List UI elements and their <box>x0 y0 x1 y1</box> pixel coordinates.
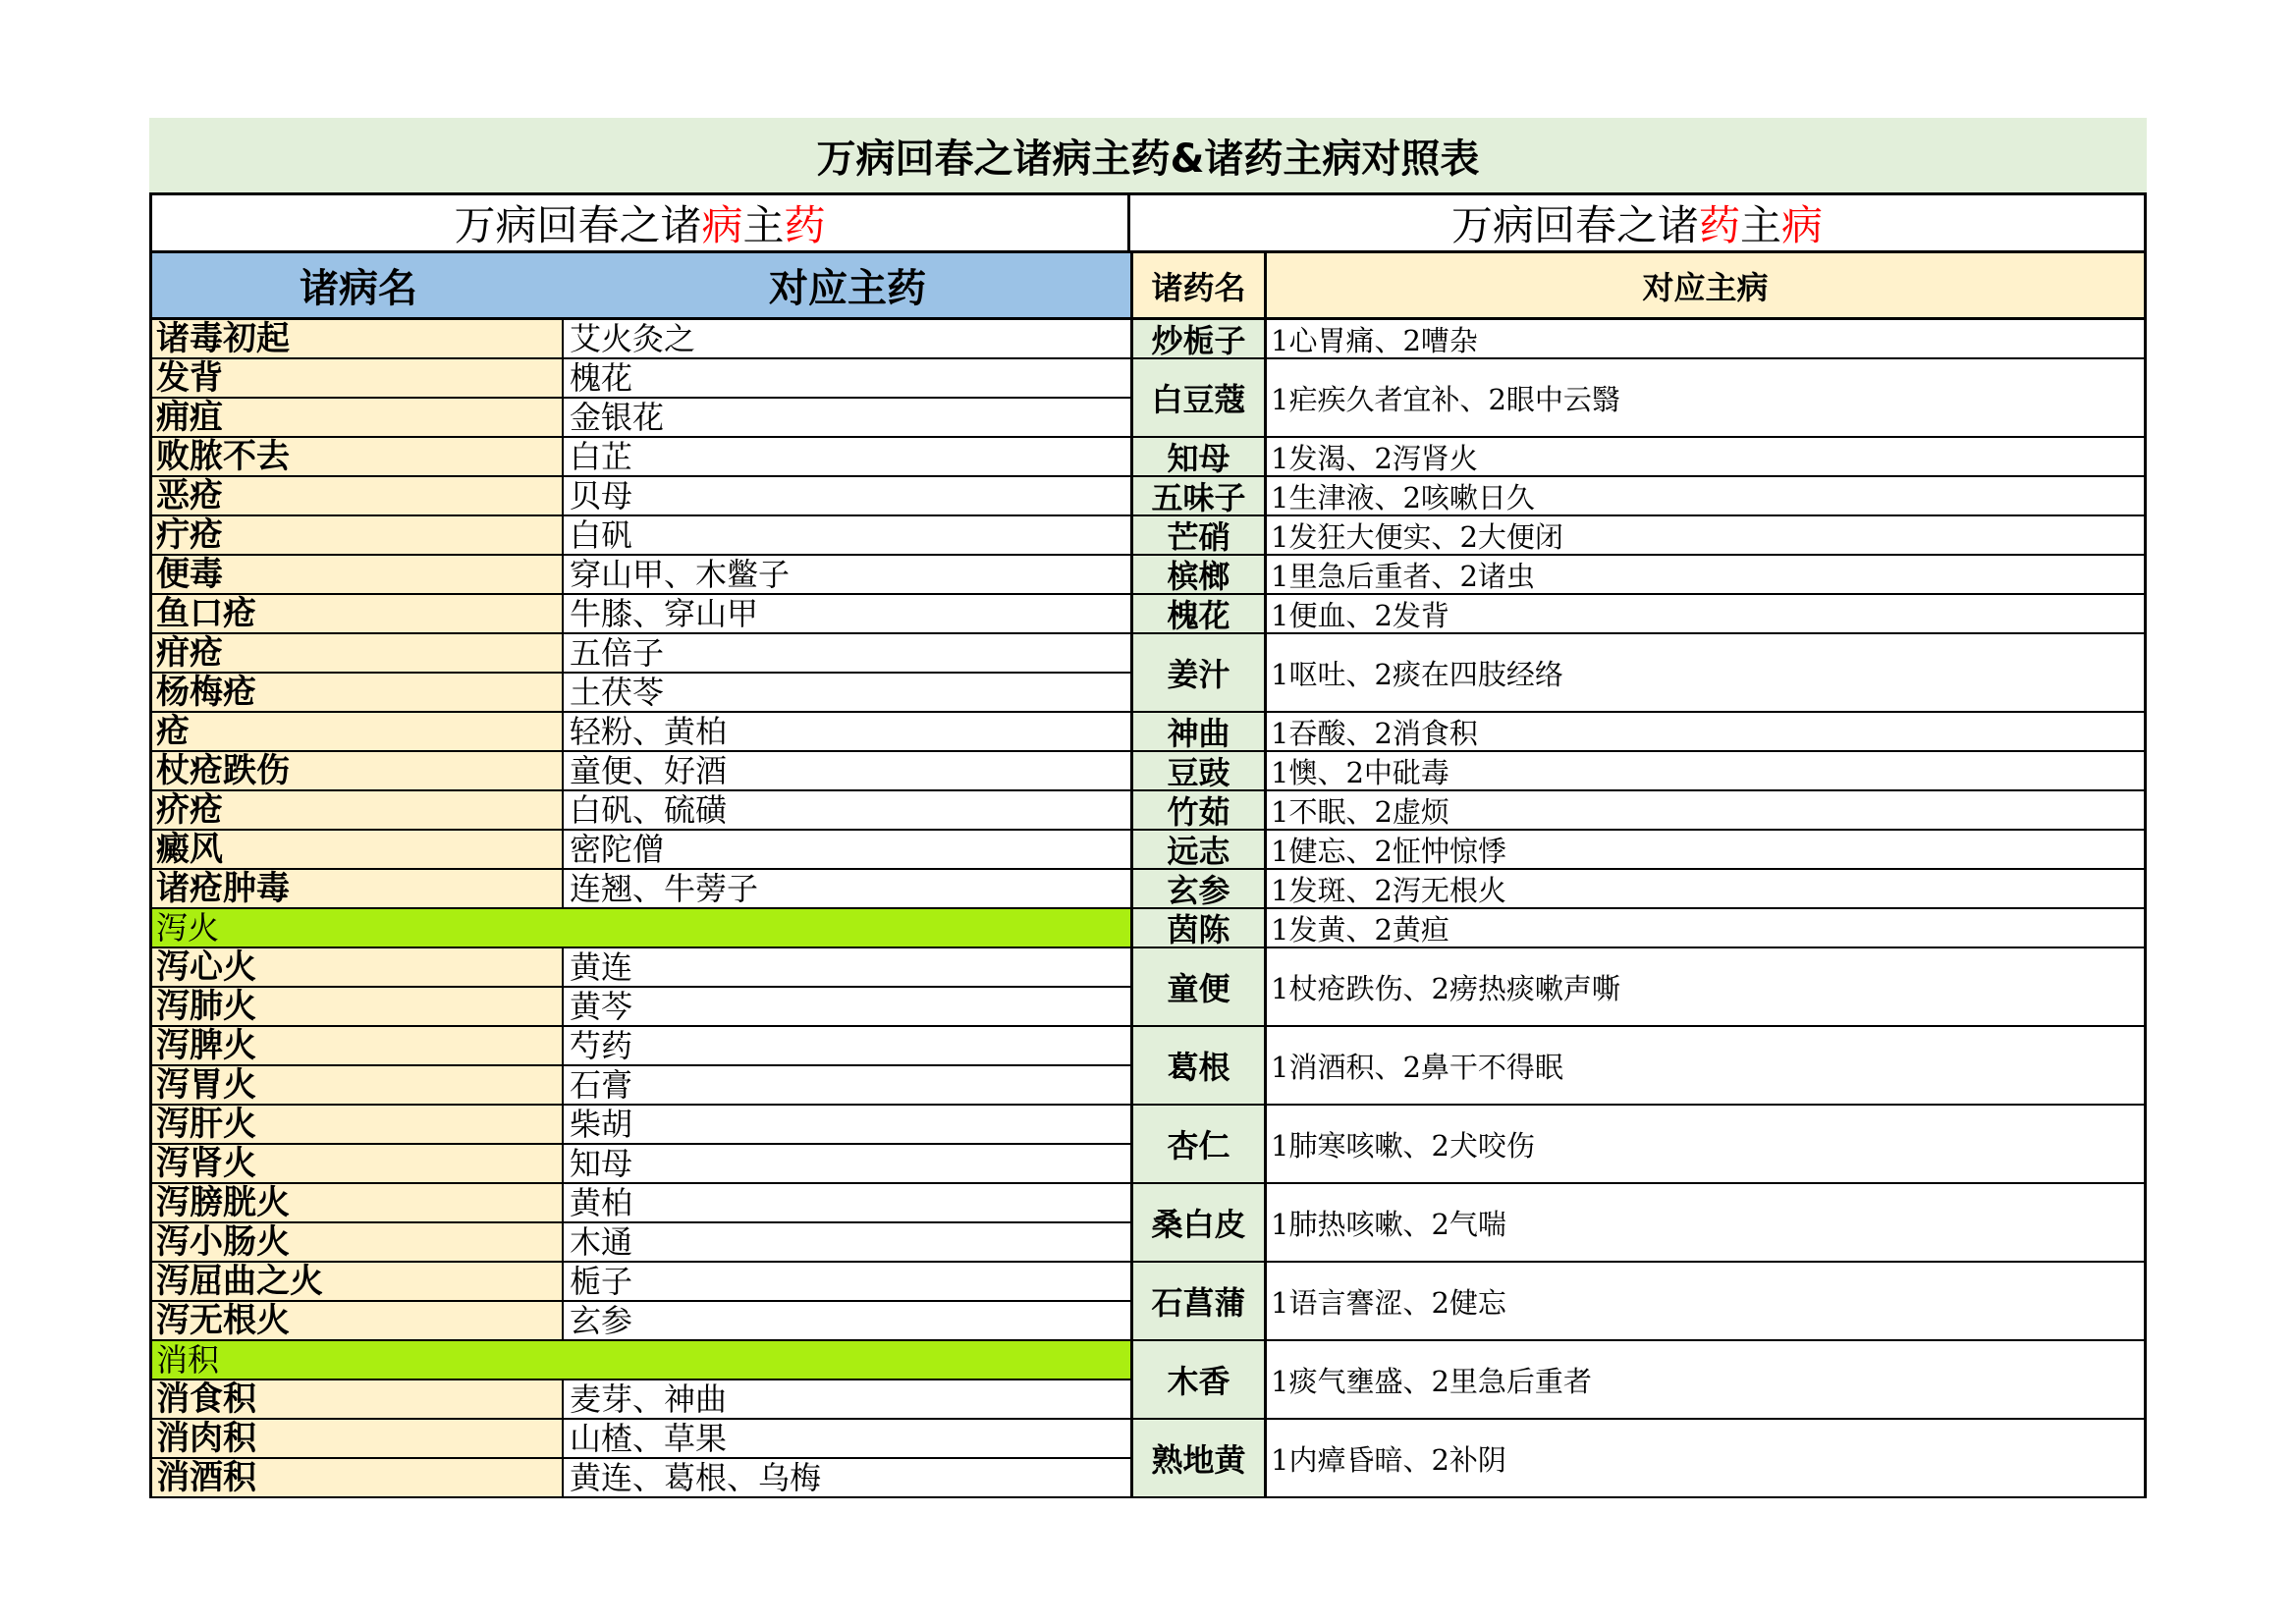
drug-name-cell: 远志 <box>1133 831 1267 868</box>
main-drug-cell: 白矾 <box>564 516 1130 554</box>
disease-name-cell: 癜风 <box>152 831 564 868</box>
table-row <box>1130 1263 2147 1341</box>
main-drug-cell: 芍药 <box>564 1027 1130 1064</box>
column-header-disease: 诸病名 <box>300 266 417 311</box>
main-disease-cell: 1内瘴昏暗、2补阴 <box>1267 1420 2144 1496</box>
left-header-text-c: 主 <box>742 201 785 249</box>
table-row <box>149 320 1130 359</box>
main-disease-cell: 1痰气壅盛、2里急后重者 <box>1267 1341 2144 1418</box>
left-header-text-a: 万病回春之诸 <box>454 201 702 249</box>
drug-name-cell: 白豆蔻 <box>1133 359 1267 436</box>
section-label: 泻火 <box>152 909 1130 947</box>
table-row <box>149 399 1130 438</box>
main-disease-cell: 1语言謇涩、2健忘 <box>1267 1263 2144 1339</box>
section-label: 消积 <box>152 1341 1130 1379</box>
drug-name-cell: 葛根 <box>1133 1027 1267 1104</box>
table-row <box>1130 948 2147 1027</box>
table-row <box>149 634 1130 674</box>
disease-name-cell: 发背 <box>152 359 564 397</box>
disease-name-cell: 杨梅疮 <box>152 674 564 711</box>
table-row <box>1130 516 2147 556</box>
left-panel-disease-to-drug <box>149 192 1130 1498</box>
table-row <box>149 1302 1130 1341</box>
table-row <box>149 988 1130 1027</box>
main-drug-cell: 玄参 <box>564 1302 1130 1339</box>
main-disease-cell: 1发狂大便实、2大便闭 <box>1267 516 2144 554</box>
drug-name-cell: 木香 <box>1133 1341 1267 1418</box>
drug-name-cell: 石菖蒲 <box>1133 1263 1267 1339</box>
main-disease-cell: 1吞酸、2消食积 <box>1267 713 2144 750</box>
drug-name-cell: 姜汁 <box>1133 634 1267 711</box>
disease-name-cell: 泻小肠火 <box>152 1223 564 1261</box>
disease-name-cell: 疮 <box>152 713 564 750</box>
table-row <box>149 516 1130 556</box>
disease-name-cell: 消食积 <box>152 1380 564 1418</box>
main-drug-cell: 贝母 <box>564 477 1130 514</box>
column-header-drug-name: 诸药名 <box>1133 253 1267 317</box>
table-row <box>1130 320 2147 359</box>
disease-name-cell: 泻脾火 <box>152 1027 564 1064</box>
column-header-drug: 对应主药 <box>769 266 926 311</box>
right-table-body <box>1130 320 2147 1498</box>
main-disease-cell: 1发黄、2黄疸 <box>1267 909 2144 947</box>
table-row <box>149 870 1130 909</box>
table-row <box>1130 1420 2147 1498</box>
left-table-body <box>149 320 1130 1498</box>
table-row <box>1130 713 2147 752</box>
main-drug-cell: 穿山甲、木鳖子 <box>564 556 1130 593</box>
drug-name-cell: 竹茹 <box>1133 791 1267 829</box>
main-drug-cell: 五倍子 <box>564 634 1130 672</box>
section-row <box>149 909 1130 948</box>
main-disease-cell: 1不眠、2虚烦 <box>1267 791 2144 829</box>
drug-name-cell: 豆豉 <box>1133 752 1267 789</box>
main-disease-cell: 1疟疾久者宜补、2眼中云翳 <box>1267 359 2144 436</box>
table-row <box>149 1145 1130 1184</box>
main-disease-cell: 1心胃痛、2嘈杂 <box>1267 320 2144 357</box>
table-row <box>1130 438 2147 477</box>
drug-name-cell: 童便 <box>1133 948 1267 1025</box>
table-row <box>149 359 1130 399</box>
main-drug-cell: 连翘、牛蒡子 <box>564 870 1130 907</box>
disease-name-cell: 泻屈曲之火 <box>152 1263 564 1300</box>
main-drug-cell: 黄柏 <box>564 1184 1130 1221</box>
disease-name-cell: 泻心火 <box>152 948 564 986</box>
disease-name-cell: 泻肝火 <box>152 1106 564 1143</box>
main-drug-cell: 木通 <box>564 1223 1130 1261</box>
table-row <box>149 1066 1130 1106</box>
disease-name-cell: 杖疮跌伤 <box>152 752 564 789</box>
table-row <box>149 556 1130 595</box>
main-disease-cell: 1便血、2发背 <box>1267 595 2144 632</box>
main-drug-cell: 白矾、硫磺 <box>564 791 1130 829</box>
table-row <box>149 1380 1130 1420</box>
main-drug-cell: 黄连 <box>564 948 1130 986</box>
drug-name-cell: 桑白皮 <box>1133 1184 1267 1261</box>
table-row <box>149 1263 1130 1302</box>
drug-name-cell: 杏仁 <box>1133 1106 1267 1182</box>
table-row <box>1130 1106 2147 1184</box>
main-drug-cell: 牛膝、穿山甲 <box>564 595 1130 632</box>
page-title: 万病回春之诸病主药&诸药主病对照表 <box>149 118 2147 192</box>
table-row <box>149 674 1130 713</box>
table-row <box>1130 1027 2147 1106</box>
main-disease-cell: 1肺热咳嗽、2气喘 <box>1267 1184 2144 1261</box>
main-disease-cell: 1呕吐、2痰在四肢经络 <box>1267 634 2144 711</box>
main-drug-cell: 黄芩 <box>564 988 1130 1025</box>
disease-name-cell: 便毒 <box>152 556 564 593</box>
disease-name-cell: 泻无根火 <box>152 1302 564 1339</box>
right-header-text-c: 主 <box>1740 201 1782 249</box>
table-row <box>1130 909 2147 948</box>
table-row <box>1130 359 2147 438</box>
main-disease-cell: 1发渴、2泻肾火 <box>1267 438 2144 475</box>
disease-name-cell: 诸疮肿毒 <box>152 870 564 907</box>
main-drug-cell: 艾火灸之 <box>564 320 1130 357</box>
table-row <box>149 1459 1130 1498</box>
table-row <box>149 1106 1130 1145</box>
disease-name-cell: 泻胃火 <box>152 1066 564 1104</box>
disease-name-cell: 泻肾火 <box>152 1145 564 1182</box>
right-panel-drug-to-disease <box>1130 192 2147 1498</box>
table-row <box>149 713 1130 752</box>
disease-name-cell: 败脓不去 <box>152 438 564 475</box>
table-row <box>149 477 1130 516</box>
main-disease-cell: 1发斑、2泻无根火 <box>1267 870 2144 907</box>
drug-name-cell: 熟地黄 <box>1133 1420 1267 1496</box>
drug-name-cell: 神曲 <box>1133 713 1267 750</box>
table-row <box>1130 1341 2147 1420</box>
main-disease-cell: 1肺寒咳嗽、2犬咬伤 <box>1267 1106 2144 1182</box>
main-disease-cell: 1生津液、2咳嗽日久 <box>1267 477 2144 514</box>
table-row <box>149 438 1130 477</box>
table-row <box>149 1223 1130 1263</box>
drug-name-cell: 茵陈 <box>1133 909 1267 947</box>
disease-name-cell: 疔疮 <box>152 516 564 554</box>
table-row <box>1130 752 2147 791</box>
table-row <box>1130 477 2147 516</box>
disease-name-cell: 疥疮 <box>152 791 564 829</box>
drug-name-cell: 槟榔 <box>1133 556 1267 593</box>
table-row <box>1130 791 2147 831</box>
left-panel-header <box>149 192 1130 253</box>
main-drug-cell: 密陀僧 <box>564 831 1130 868</box>
main-drug-cell: 石膏 <box>564 1066 1130 1104</box>
left-column-headers <box>149 253 1130 320</box>
drug-name-cell: 炒栀子 <box>1133 320 1267 357</box>
table-row <box>1130 1184 2147 1263</box>
disease-name-cell: 消肉积 <box>152 1420 564 1457</box>
table-row <box>1130 595 2147 634</box>
drug-name-cell: 槐花 <box>1133 595 1267 632</box>
table-row <box>1130 831 2147 870</box>
section-row <box>149 1341 1130 1380</box>
left-header-text-d: 药 <box>784 201 826 249</box>
main-disease-cell: 1里急后重者、2诸虫 <box>1267 556 2144 593</box>
table-row <box>1130 634 2147 713</box>
disease-name-cell: 疳疮 <box>152 634 564 672</box>
drug-name-cell: 知母 <box>1133 438 1267 475</box>
main-drug-cell: 土茯苓 <box>564 674 1130 711</box>
main-drug-cell: 知母 <box>564 1145 1130 1182</box>
table-row <box>1130 870 2147 909</box>
table-row <box>149 752 1130 791</box>
drug-name-cell: 五味子 <box>1133 477 1267 514</box>
main-drug-cell: 山楂、草果 <box>564 1420 1130 1457</box>
main-drug-cell: 金银花 <box>564 399 1130 436</box>
left-header-text-b: 病 <box>701 201 743 249</box>
right-header-text-b: 药 <box>1698 201 1740 249</box>
disease-name-cell: 诸毒初起 <box>152 320 564 357</box>
drug-name-cell: 玄参 <box>1133 870 1267 907</box>
table-row <box>149 595 1130 634</box>
main-disease-cell: 1健忘、2怔忡惊悸 <box>1267 831 2144 868</box>
disease-name-cell: 泻膀胱火 <box>152 1184 564 1221</box>
right-header-text-a: 万病回春之诸 <box>1450 201 1699 249</box>
disease-name-cell: 泻肺火 <box>152 988 564 1025</box>
table-row <box>149 791 1130 831</box>
right-panel-header <box>1130 192 2147 253</box>
table-row <box>1130 556 2147 595</box>
table-row <box>149 1184 1130 1223</box>
disease-name-cell: 痈疽 <box>152 399 564 436</box>
table-row <box>149 1027 1130 1066</box>
right-header-text-d: 病 <box>1781 201 1824 249</box>
column-header-disease-list: 对应主病 <box>1642 268 1769 306</box>
right-column-headers <box>1130 253 2147 320</box>
main-drug-cell: 黄连、葛根、乌梅 <box>564 1459 1130 1496</box>
main-drug-cell: 柴胡 <box>564 1106 1130 1143</box>
table-row <box>149 948 1130 988</box>
main-drug-cell: 轻粉、黄柏 <box>564 713 1130 750</box>
main-drug-cell: 槐花 <box>564 359 1130 397</box>
main-disease-cell: 1杖疮跌伤、2痨热痰嗽声嘶 <box>1267 948 2144 1025</box>
table-row <box>149 831 1130 870</box>
main-drug-cell: 栀子 <box>564 1263 1130 1300</box>
disease-name-cell: 恶疮 <box>152 477 564 514</box>
main-disease-cell: 1懊、2中砒毒 <box>1267 752 2144 789</box>
disease-name-cell: 消酒积 <box>152 1459 564 1496</box>
main-drug-cell: 白芷 <box>564 438 1130 475</box>
disease-name-cell: 鱼口疮 <box>152 595 564 632</box>
main-disease-cell: 1消酒积、2鼻干不得眠 <box>1267 1027 2144 1104</box>
table-row <box>149 1420 1130 1459</box>
main-drug-cell: 童便、好酒 <box>564 752 1130 789</box>
drug-name-cell: 芒硝 <box>1133 516 1267 554</box>
main-drug-cell: 麦芽、神曲 <box>564 1380 1130 1418</box>
